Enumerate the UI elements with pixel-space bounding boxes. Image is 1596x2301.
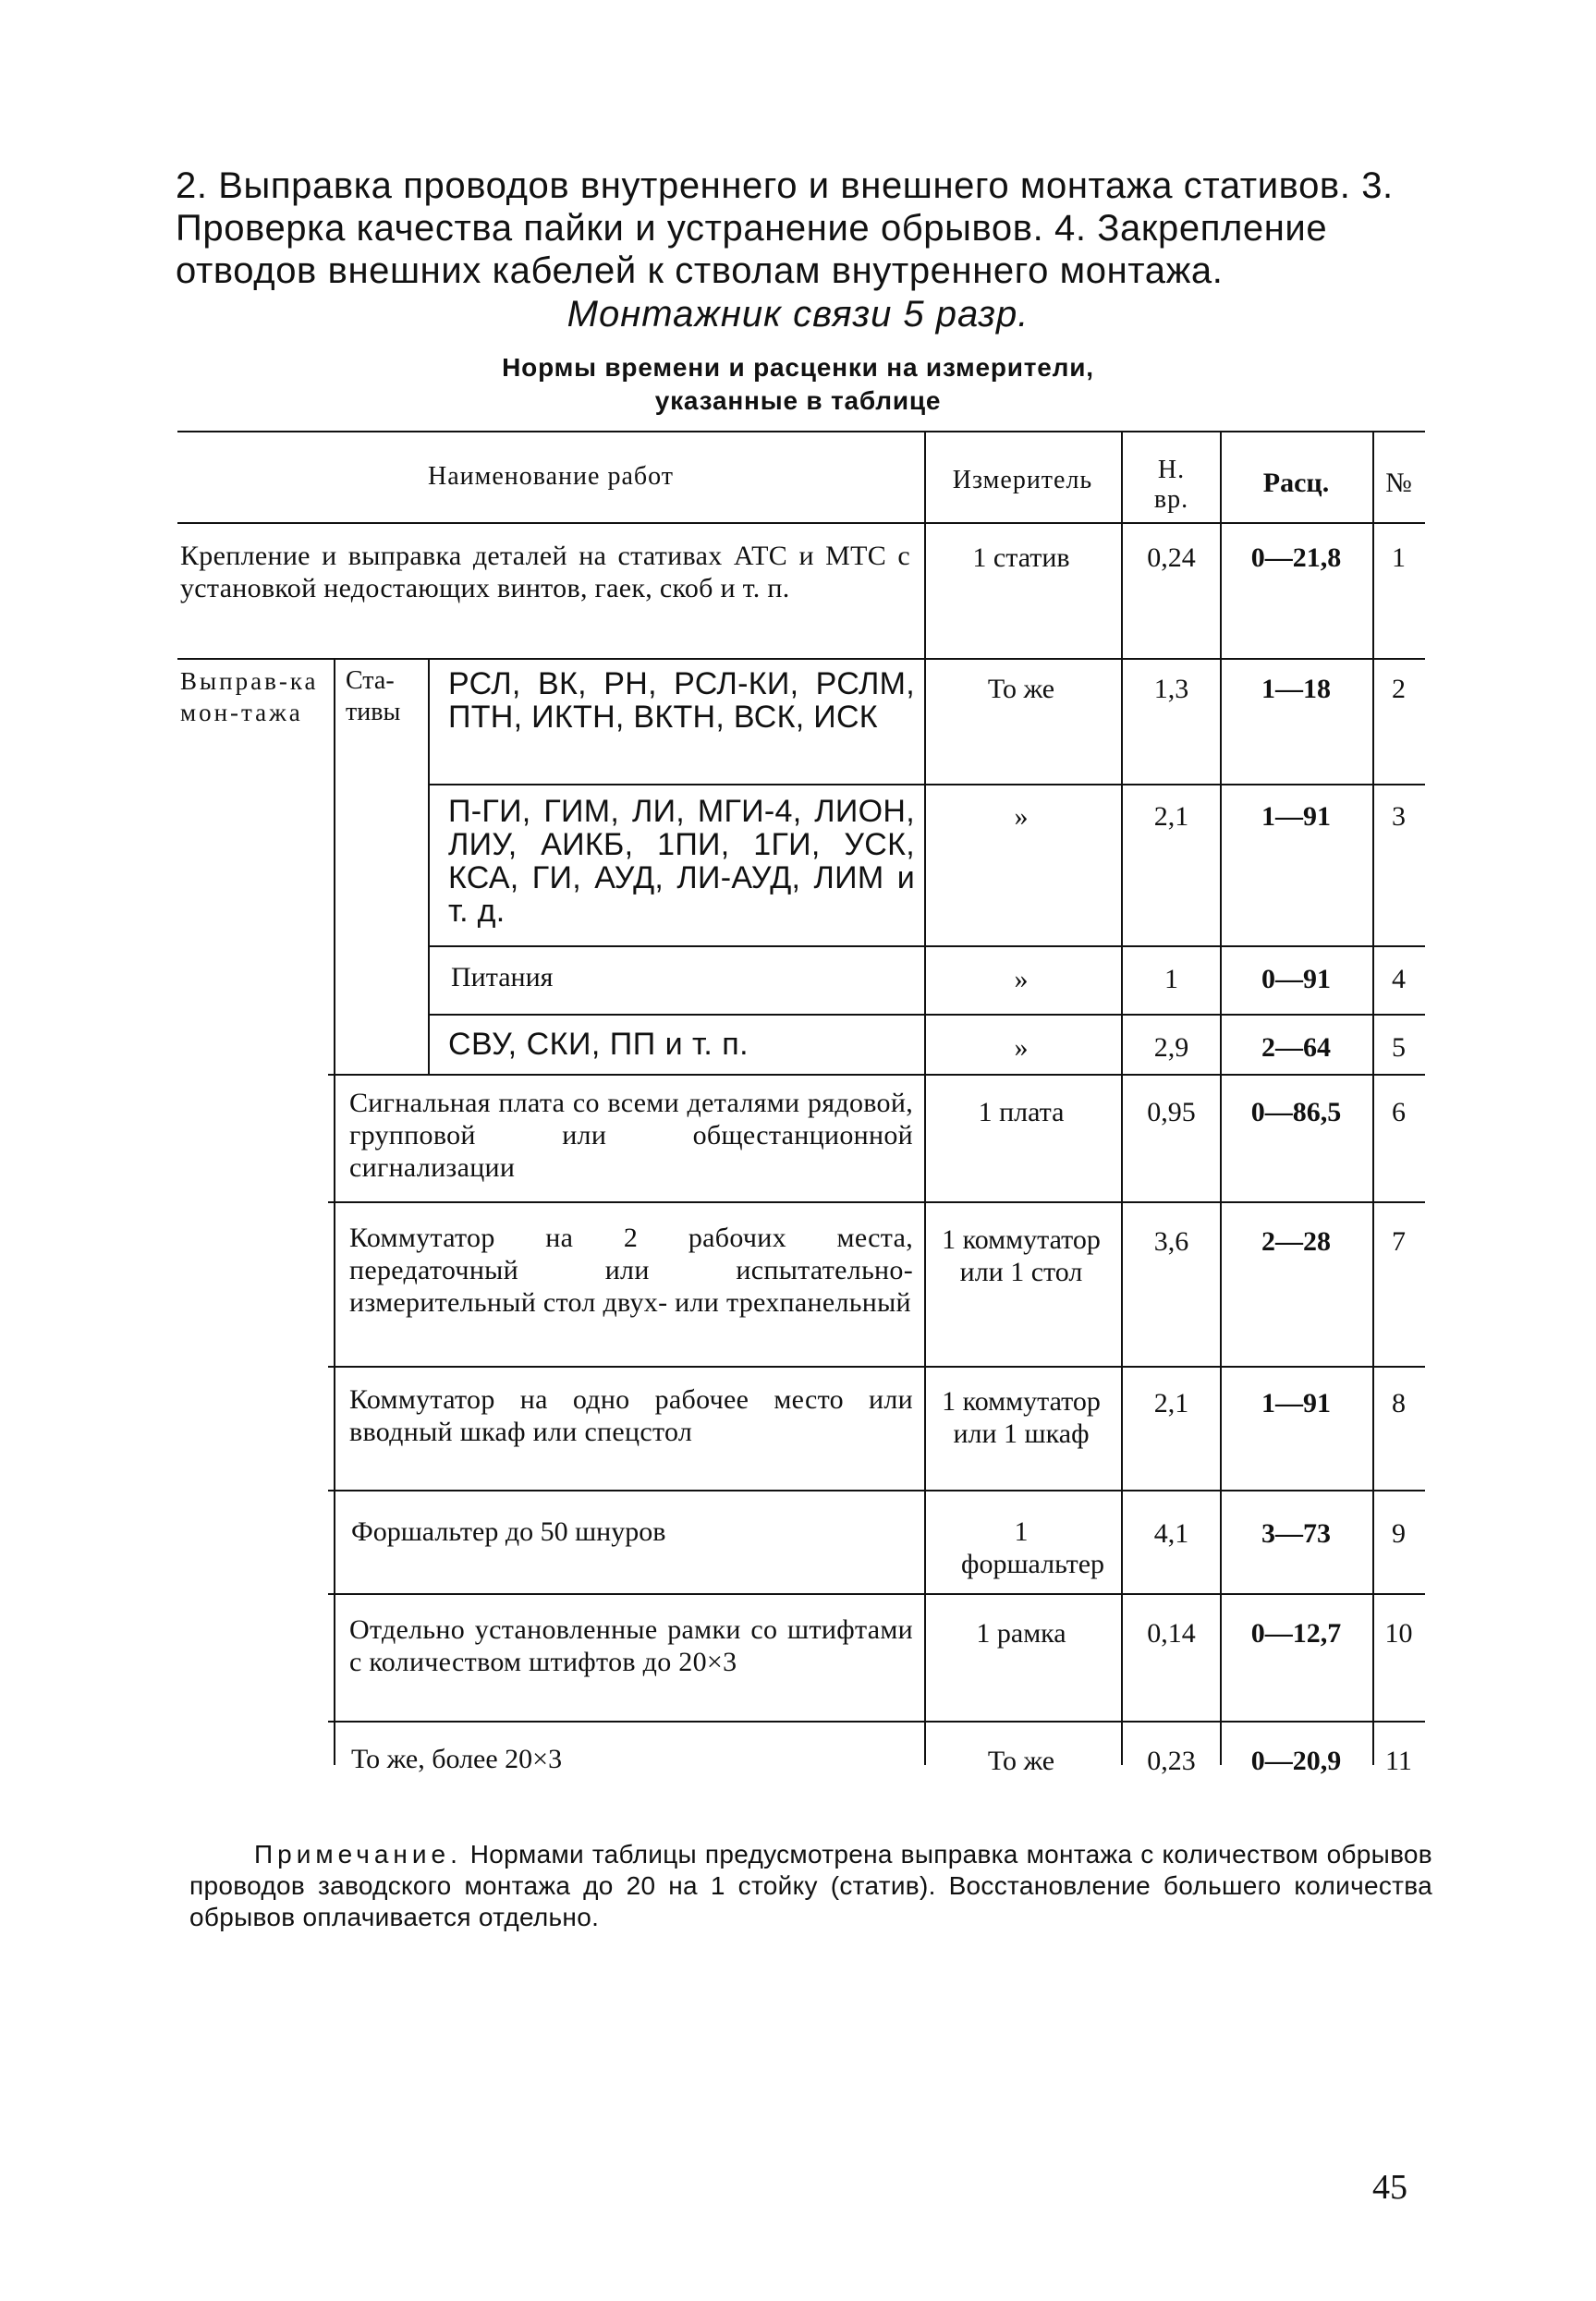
- rule-top: [177, 431, 1425, 432]
- table-title-line-1: Нормы времени и расценки на измерители,: [502, 353, 1094, 382]
- row-1-name: Крепление и выправка деталей на стативах АТС и МТС с установкой недостающих винтов, гаек, скоб и т. п.: [180, 541, 910, 603]
- row-7-norm: 3,6: [1153, 1226, 1189, 1257]
- row-10-num: 10: [1384, 1618, 1413, 1649]
- row-3-rate: 1—91: [1261, 801, 1331, 832]
- row-11-norm: 0,23: [1147, 1746, 1196, 1776]
- row-6-unit: 1 плата: [978, 1097, 1065, 1127]
- rule-header-bottom: [177, 522, 1425, 524]
- rule-row-7: [328, 1366, 1425, 1368]
- table-title: [0, 351, 1596, 418]
- header-norm: Н. вр.: [1153, 456, 1189, 514]
- row-11-rate: 0—20,9: [1250, 1746, 1342, 1776]
- row-9-name: Форшальтер до 50 шнуров: [351, 1516, 666, 1547]
- row-11-unit: То же: [987, 1746, 1055, 1776]
- header-unit: Измеритель: [952, 466, 1093, 494]
- header-name: Наименование работ: [428, 462, 674, 491]
- row-9-num: 9: [1392, 1518, 1406, 1549]
- row-8-norm: 2,1: [1153, 1388, 1189, 1418]
- row-11-num: 11: [1385, 1746, 1412, 1776]
- row-6-name: Сигнальная плата со всеми деталями рядовой, групповой или общестанционной сигнализации: [349, 1088, 913, 1183]
- row-2-rate: 1—18: [1261, 674, 1331, 704]
- row-5-rate: 2—64: [1261, 1032, 1331, 1063]
- table-title-line-2: указанные в таблице: [654, 386, 942, 415]
- row-2-norm: 1,3: [1153, 674, 1189, 704]
- row-8-unit: 1 коммутатор или 1 шкаф: [942, 1386, 1101, 1449]
- rule-row-8: [328, 1490, 1425, 1491]
- header-num: №: [1385, 468, 1412, 498]
- row-1-rate: 0—21,8: [1250, 542, 1342, 573]
- row-5-name: СВУ, СКИ, ПП и т. п.: [448, 1027, 749, 1062]
- row-4-name: Питания: [451, 962, 554, 992]
- row-5-unit: »: [1014, 1032, 1029, 1063]
- rule-col-subgroup: [428, 658, 430, 1074]
- row-5-norm: 2,9: [1153, 1032, 1189, 1063]
- rule-row-5: [328, 1074, 1425, 1076]
- row-9-unit: 1 форшальтер: [961, 1516, 1105, 1579]
- rule-row-10: [328, 1721, 1425, 1723]
- row-1-norm: 0,24: [1147, 542, 1196, 573]
- rule-row-2: [428, 784, 1425, 785]
- row-9-rate: 3—73: [1261, 1518, 1331, 1549]
- rule-row-6: [328, 1201, 1425, 1203]
- row-4-unit: »: [1014, 964, 1029, 994]
- rule-row-4: [428, 1014, 1425, 1016]
- note-text: Нормами таблицы предусмотрена выправка монтажа с количеством обрывов проводов заводского монтажа до 20 на 1 стойку (статив). Восстановление большего количества обрывов оплачивается отдельно.: [189, 1840, 1432, 1931]
- row-2-num: 2: [1392, 674, 1406, 704]
- row-2-unit: То же: [987, 674, 1055, 704]
- row-1-unit: 1 статив: [972, 542, 1070, 573]
- row-10-name: Отдельно установленные рамки со штифтами с количеством штифтов до 20×3: [349, 1614, 913, 1677]
- row-6-num: 6: [1392, 1097, 1406, 1127]
- row-3-norm: 2,1: [1153, 801, 1189, 832]
- table-note: [189, 1839, 1432, 1933]
- row-7-unit: 1 коммутатор или 1 стол: [942, 1224, 1101, 1287]
- rule-row-9: [328, 1593, 1425, 1595]
- header-rate: Расц.: [1262, 468, 1330, 498]
- intro-paragraph: [176, 164, 1451, 292]
- row-7-rate: 2—28: [1261, 1226, 1331, 1257]
- intro-text: 2. Выправка проводов внутреннего и внешнего монтажа стативов. 3. Проверка качества пайки и устранение обрывов. 4. Закрепление отводов внешних кабелей к стволам внутреннего монтажа.: [176, 165, 1394, 291]
- row-7-num: 7: [1392, 1226, 1406, 1257]
- row-4-num: 4: [1392, 964, 1406, 994]
- row-3-num: 3: [1392, 801, 1406, 832]
- row-10-norm: 0,14: [1147, 1618, 1196, 1649]
- row-6-rate: 0—86,5: [1250, 1097, 1342, 1127]
- row-2-name: РСЛ, ВК, РН, РСЛ-КИ, РСЛМ, ПТН, ИКТН, ВКТН, ВСК, ИСК: [448, 666, 915, 735]
- row-10-rate: 0—12,7: [1250, 1618, 1342, 1649]
- row-3-unit: »: [1014, 801, 1029, 832]
- row-8-num: 8: [1392, 1388, 1406, 1418]
- row-9-norm: 4,1: [1153, 1518, 1189, 1549]
- row-8-name: Коммутатор на одно рабочее место или вводный шкаф или спецстол: [349, 1384, 913, 1447]
- row-1-num: 1: [1392, 542, 1406, 573]
- row-4-rate: 0—91: [1261, 964, 1331, 994]
- row-3-name: П-ГИ, ГИМ, ЛИ, МГИ-4, ЛИОН, ЛИУ, АИКБ, 1ПИ, 1ГИ, УСК, КСА, ГИ, АУД, ЛИ-АУД, ЛИМ и т. д.: [448, 794, 915, 929]
- row-11-name: То же, более 20×3: [351, 1744, 563, 1774]
- row-5-num: 5: [1392, 1032, 1406, 1063]
- rule-col-group: [334, 658, 335, 1765]
- worker-role: Монтажник связи 5 разр.: [567, 294, 1029, 335]
- page-number: 45: [1372, 2168, 1407, 2207]
- row-7-name: Коммутатор на 2 рабочих места, передаточный или испытательно-измерительный стол двух- или трехпанельный: [349, 1223, 913, 1318]
- note-label: Примечание.: [254, 1840, 462, 1869]
- rule-row-3: [428, 945, 1425, 947]
- rule-col-unit: [924, 431, 926, 1765]
- row-6-norm: 0,95: [1147, 1097, 1196, 1127]
- row-8-rate: 1—91: [1261, 1388, 1331, 1418]
- row-4-norm: 1: [1164, 964, 1178, 994]
- rule-row-1: [177, 658, 1425, 660]
- subgroup-label: Ста-тивы: [346, 666, 401, 726]
- row-10-unit: 1 рамка: [976, 1618, 1066, 1649]
- group-label: Выправ-ка мон-тажа: [180, 667, 319, 726]
